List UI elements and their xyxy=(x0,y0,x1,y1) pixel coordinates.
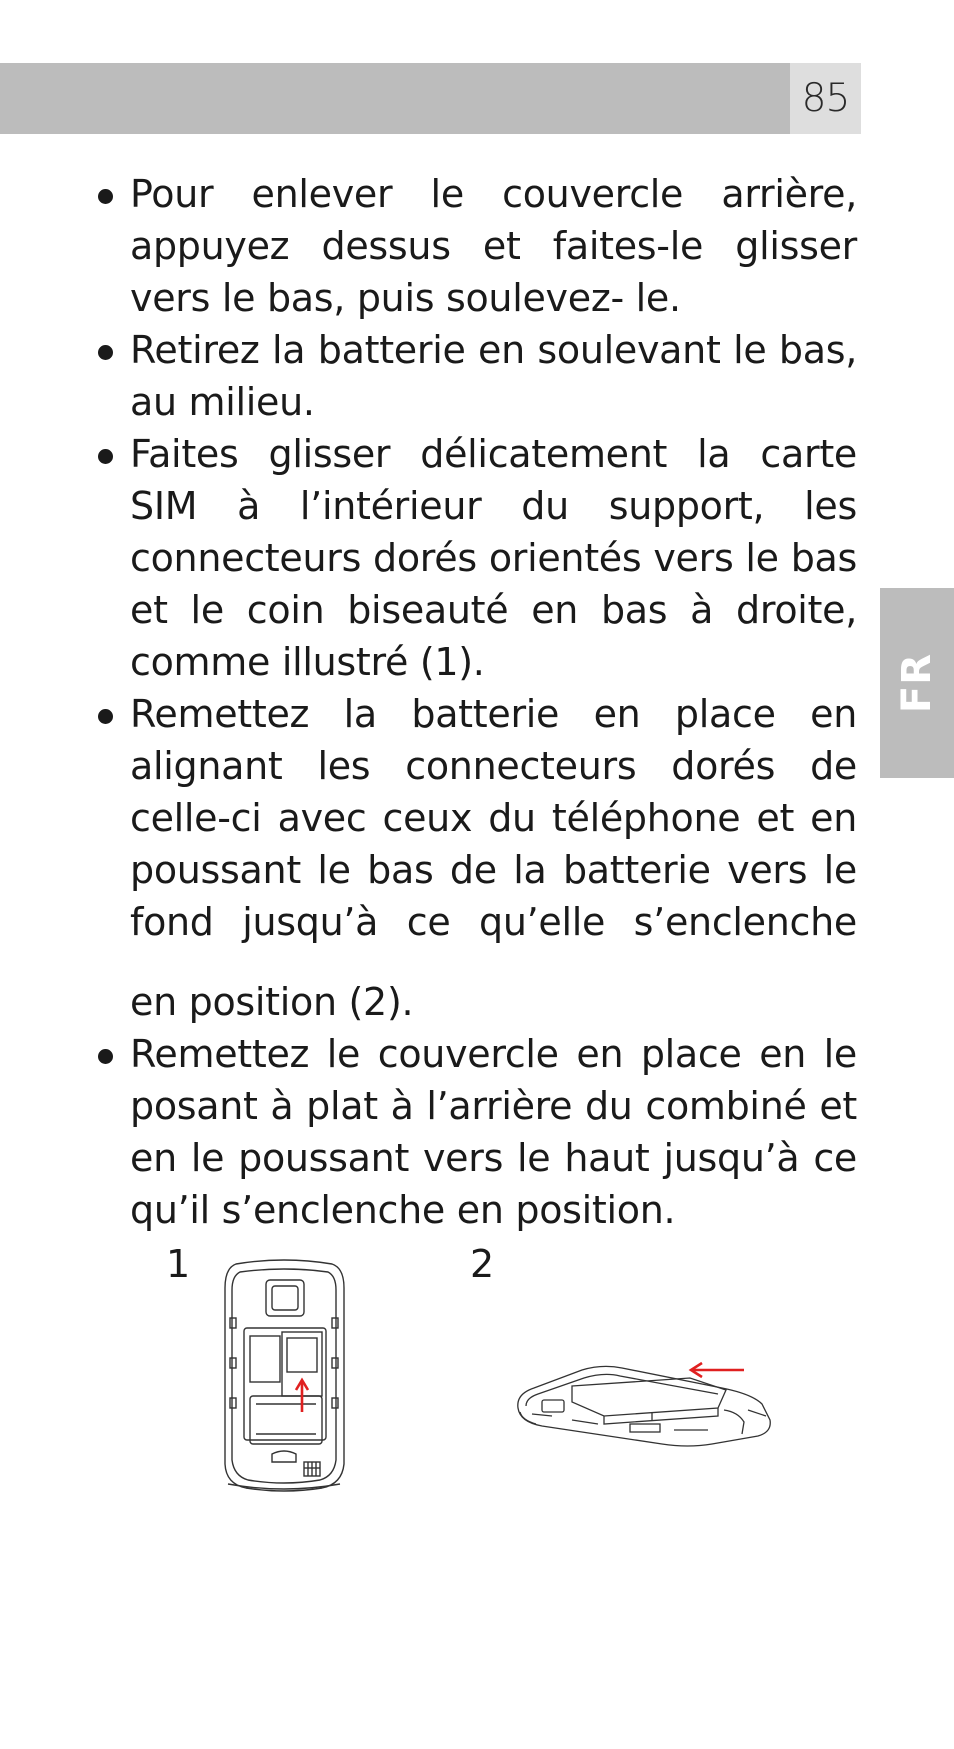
phone-sim-slot-illustration xyxy=(222,1258,346,1492)
instruction-list xyxy=(92,168,857,1236)
instruction-item-replace-battery xyxy=(92,688,857,1028)
instruction-text: Faites glisser délicatement la carte SIM à l’intérieur du support, les connecteurs dorés orientés vers le bas et le coin biseauté en bas à droite, comme illustré (1). xyxy=(130,432,857,684)
instruction-text: Pour enlever le couvercle arrière, appuyez dessus et faites-le glisser vers le bas, puis soulevez- le. xyxy=(130,172,857,320)
left-arrow-icon xyxy=(691,1363,744,1377)
instruction-item-remove-battery xyxy=(92,324,857,428)
instruction-item-insert-sim xyxy=(92,428,857,688)
bullet-icon xyxy=(98,189,113,204)
page-number: 85 xyxy=(790,63,861,134)
instruction-text: Remettez la batterie en place en alignant les connecteurs dorés de celle-ci avec ceux du téléphone et en poussant le bas de la batterie vers le fond jusqu’à ce qu’elle s’enclenche xyxy=(130,692,857,944)
bullet-icon xyxy=(98,345,113,360)
instruction-item-remove-cover xyxy=(92,168,857,324)
bullet-icon xyxy=(98,1049,113,1064)
language-tab-label: FR xyxy=(894,652,940,714)
figure-2-label: 2 xyxy=(470,1242,495,1286)
bullet-icon xyxy=(98,709,113,724)
instruction-item-replace-cover xyxy=(92,1028,857,1236)
instructions-content xyxy=(92,168,857,1236)
instruction-text-continuation: en position (2). xyxy=(130,980,414,1024)
bullet-icon xyxy=(98,449,113,464)
instruction-text: Retirez la batterie en soulevant le bas, au milieu. xyxy=(130,328,857,424)
battery-insertion-illustration xyxy=(512,1350,774,1450)
header-band xyxy=(0,63,790,134)
instruction-text: Remettez le couvercle en place en le posant à plat à l’arrière du combiné et en le poussant vers le haut jusqu’à ce qu’il s’enclenche en position. xyxy=(130,1032,857,1232)
language-tab xyxy=(880,588,954,778)
figure-1-label: 1 xyxy=(166,1242,191,1286)
